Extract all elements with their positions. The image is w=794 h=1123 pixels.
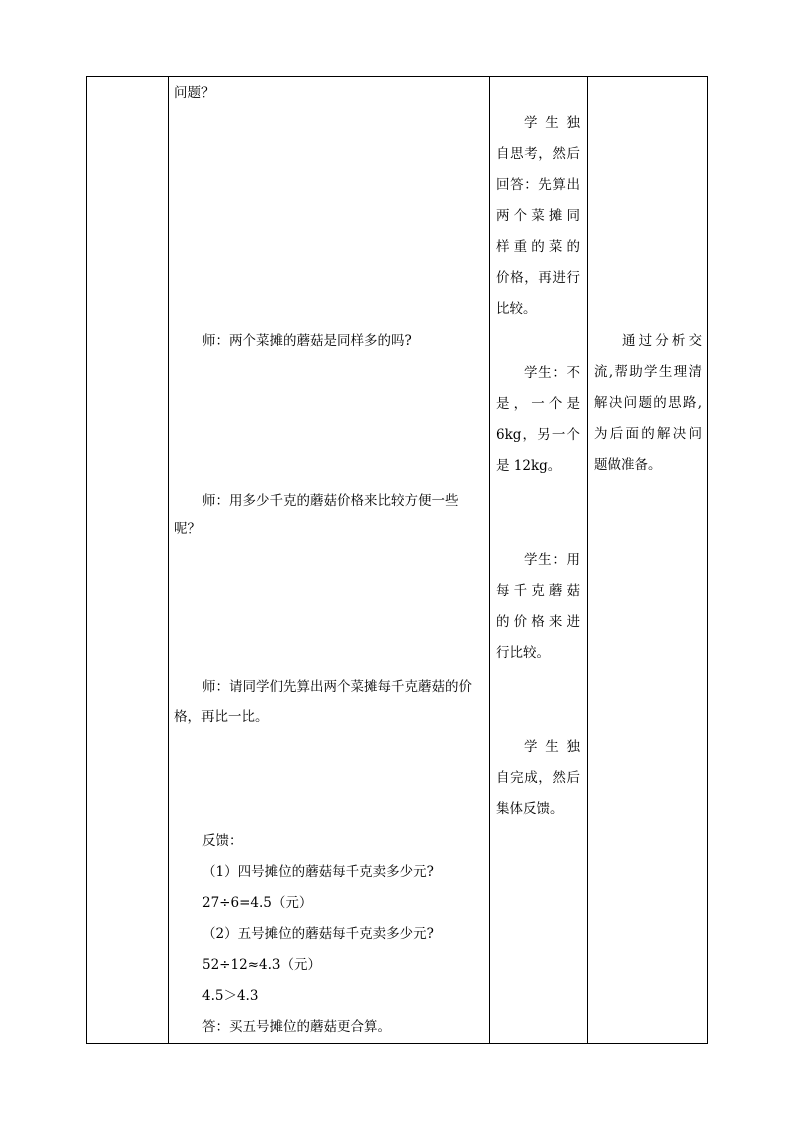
design-intent-line: 流,帮助学生理清 <box>594 364 702 380</box>
student-response-3-line: 行比较。 <box>496 645 550 661</box>
feedback-calc-2: 52÷12≈4.3（元） <box>202 957 321 973</box>
column-divider-3 <box>587 76 588 1044</box>
student-response-2 <box>496 358 580 482</box>
student-response-2-line: 是 12kg。 <box>496 458 562 474</box>
design-intent-line: 解决问题的思路, <box>594 395 702 411</box>
column-divider-1 <box>168 76 169 1044</box>
student-response-1-line: 样重的菜的 <box>496 239 580 255</box>
teacher-question-3-line1: 师：请同学们先算出两个菜摊每千克蘑菇的价 <box>202 679 472 695</box>
feedback-title: 反馈： <box>202 833 243 849</box>
feedback-question-2: （2）五号摊位的蘑菇每千克卖多少元? <box>202 926 434 942</box>
student-response-3 <box>496 545 580 669</box>
student-response-4 <box>496 732 580 825</box>
feedback-calc-1: 27÷6=4.5（元） <box>202 895 313 911</box>
design-intent-line: 为后面的解决问 <box>594 426 702 442</box>
column-divider-2 <box>489 76 490 1044</box>
student-response-1-line: 两个菜摊同 <box>496 208 580 224</box>
feedback-question-1: （1）四号摊位的蘑菇每千克卖多少元? <box>202 864 434 880</box>
student-response-2-line: 是，一个是 <box>496 396 580 412</box>
feedback-answer: 答：买五号摊位的蘑菇更合算。 <box>202 1019 391 1035</box>
student-response-1-line: 自思考，然后 <box>496 146 580 162</box>
student-response-4-line: 自完成，然后 <box>496 770 580 786</box>
student-response-2-line: 学生：不 <box>524 365 580 381</box>
student-response-1-line: 回答：先算出 <box>496 177 580 193</box>
teacher-question-1: 师：两个菜摊的蘑菇是同样多的吗? <box>202 333 412 349</box>
student-response-3-line: 的价格来进 <box>496 614 580 630</box>
student-response-1-line: 价格，再进行 <box>496 270 580 286</box>
teacher-question-2-line2: 呢？ <box>174 521 201 537</box>
teacher-question-tail: 问题？ <box>174 85 215 101</box>
design-intent-line: 通过分析交 <box>622 333 702 349</box>
student-response-3-line: 每千克蘑菇 <box>496 583 580 599</box>
student-response-2-line: 6kg，另一个 <box>496 427 580 443</box>
student-response-1-line: 比较。 <box>496 301 537 317</box>
student-response-4-line: 集体反馈。 <box>496 801 564 817</box>
teacher-question-2-line1: 师：用多少千克的蘑菇价格来比较方便一些 <box>202 493 459 509</box>
student-response-1 <box>496 108 580 325</box>
student-response-3-line: 学生：用 <box>524 552 580 568</box>
teacher-question-3-line2: 格，再比一比。 <box>174 709 269 725</box>
design-intent-line: 题做准备。 <box>594 457 662 473</box>
design-intent <box>594 326 702 481</box>
table-frame <box>86 76 708 1044</box>
student-response-1-line: 学生独 <box>524 115 580 131</box>
feedback-comparison: 4.5＞4.3 <box>202 988 259 1004</box>
student-response-4-line: 学生独 <box>524 739 580 755</box>
